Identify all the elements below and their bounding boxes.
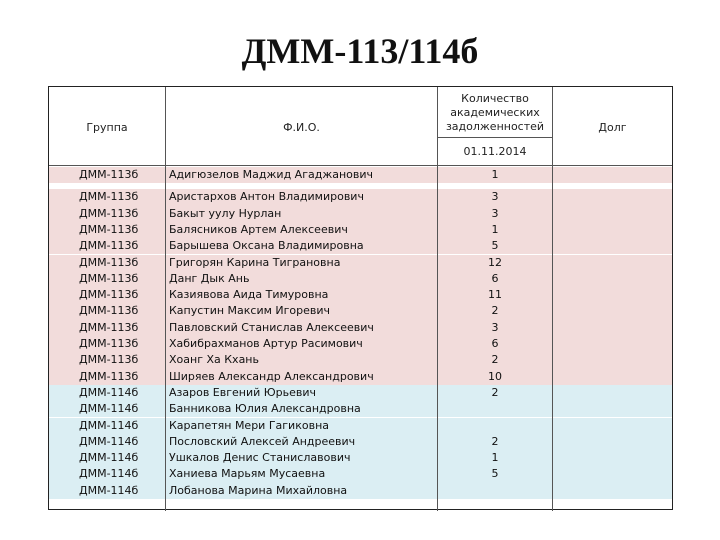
cell-debts — [438, 206, 552, 222]
cell-group-text: ДММ-114б — [79, 467, 139, 481]
table-header — [49, 87, 672, 166]
cell-group — [49, 434, 165, 450]
cell-group — [49, 271, 165, 287]
table-row — [49, 434, 672, 450]
cell-group — [49, 206, 165, 222]
cell-debts-text: 12 — [488, 255, 502, 269]
cell-name — [166, 287, 437, 303]
cell-group-text: ДММ-113б — [79, 206, 139, 220]
cell-name — [166, 369, 437, 385]
cell-name — [166, 255, 437, 271]
cell-dolg — [553, 303, 672, 319]
cell-group — [49, 466, 165, 482]
table-row — [49, 320, 672, 336]
cell-name — [166, 303, 437, 319]
cell-name-text: Ханиева Марьям Мусаевна — [169, 467, 326, 481]
table-row — [49, 222, 672, 238]
cell-name — [166, 434, 437, 450]
table-row — [49, 271, 672, 287]
cell-dolg — [553, 401, 672, 417]
cell-debts — [438, 303, 552, 319]
cell-dolg — [553, 255, 672, 271]
cell-group-text: ДММ-114б — [79, 434, 139, 448]
cell-name — [166, 418, 437, 434]
cell-name-text: Барышева Оксана Владимировна — [169, 239, 364, 253]
table-row — [49, 369, 672, 385]
cell-debts-text: 2 — [491, 385, 499, 399]
table-row — [49, 303, 672, 319]
cell-name — [166, 167, 437, 183]
cell-dolg — [553, 466, 672, 482]
cell-group-text: ДММ-114б — [79, 451, 139, 465]
cell-group — [49, 450, 165, 466]
cell-name-text: Данг Дык Ань — [169, 271, 250, 285]
cell-name — [166, 189, 437, 205]
cell-name — [166, 450, 437, 466]
cell-group — [49, 303, 165, 319]
table-row — [49, 418, 672, 434]
cell-name — [166, 222, 437, 238]
cell-debts — [438, 418, 552, 434]
table-row — [49, 450, 672, 466]
cell-name — [166, 483, 437, 499]
cell-debts — [438, 369, 552, 385]
cell-debts-text: 6 — [491, 271, 499, 285]
divider — [438, 137, 552, 138]
table-row — [49, 287, 672, 303]
cell-group-text: ДММ-114б — [79, 385, 139, 399]
cell-debts-text: 1 — [491, 222, 499, 236]
header-debts: Количество академических задолженностей — [445, 92, 545, 133]
header-group: Группа — [86, 121, 128, 134]
cell-group-text: ДММ-114б — [79, 402, 139, 416]
cell-debts — [438, 271, 552, 287]
header-name: Ф.И.О. — [283, 121, 320, 134]
cell-name-text: Ширяев Александр Александрович — [169, 369, 374, 383]
cell-group — [49, 369, 165, 385]
cell-name — [166, 385, 437, 401]
cell-dolg — [553, 222, 672, 238]
cell-name — [166, 238, 437, 254]
table-row — [49, 336, 672, 352]
table-row — [49, 206, 672, 222]
cell-group-text: ДММ-113б — [79, 190, 139, 204]
cell-name — [166, 352, 437, 368]
cell-dolg — [553, 287, 672, 303]
cell-dolg — [553, 336, 672, 352]
table-row — [49, 352, 672, 368]
cell-dolg — [553, 320, 672, 336]
table-row — [49, 385, 672, 401]
cell-group — [49, 222, 165, 238]
cell-debts — [438, 238, 552, 254]
cell-name-text: Григорян Карина Тиграновна — [169, 255, 341, 269]
cell-name-text: Хоанг Ха Кхань — [169, 353, 259, 367]
cell-group-text: ДММ-113б — [79, 288, 139, 302]
divider — [49, 165, 672, 166]
cell-group — [49, 167, 165, 183]
cell-group-text: ДММ-113б — [79, 168, 139, 181]
cell-group-text: ДММ-113б — [79, 304, 139, 318]
cell-group-text: ДММ-114б — [79, 418, 139, 432]
cell-dolg — [553, 167, 672, 183]
cell-name-text: Карапетян Мери Гагиковна — [169, 418, 329, 432]
cell-group-text: ДММ-113б — [79, 320, 139, 334]
cell-debts-text: 11 — [488, 288, 502, 302]
cell-name-text: Ушкалов Денис Станиславович — [169, 451, 351, 465]
cell-group — [49, 336, 165, 352]
table-row — [49, 255, 672, 271]
cell-group — [49, 238, 165, 254]
cell-name-text: Бакыт уулу Нурлан — [169, 206, 282, 220]
cell-debts-text: 5 — [491, 239, 499, 253]
cell-debts — [438, 320, 552, 336]
cell-debts-text: 6 — [491, 337, 499, 350]
table-row — [49, 189, 672, 205]
cell-debts — [438, 189, 552, 205]
cell-debts — [438, 336, 552, 352]
cell-dolg — [553, 434, 672, 450]
cell-group — [49, 418, 165, 434]
cell-debts-text: 5 — [491, 467, 499, 481]
cell-debts-text: 1 — [491, 451, 499, 465]
cell-name-text: Казиявова Аида Тимуровна — [169, 288, 329, 302]
cell-group-text: ДММ-113б — [79, 369, 139, 383]
cell-group — [49, 401, 165, 417]
cell-debts — [438, 352, 552, 368]
cell-debts — [438, 483, 552, 499]
cell-name — [166, 466, 437, 482]
cell-name-text: Банникова Юлия Александровна — [169, 402, 361, 416]
cell-group-text: ДММ-113б — [79, 222, 139, 236]
cell-debts — [438, 287, 552, 303]
cell-group — [49, 320, 165, 336]
header-date: 01.11.2014 — [463, 145, 527, 158]
cell-name — [166, 336, 437, 352]
cell-dolg — [553, 385, 672, 401]
cell-name — [166, 320, 437, 336]
cell-group — [49, 385, 165, 401]
debts-table — [48, 86, 673, 510]
cell-group — [49, 189, 165, 205]
cell-name-text: Хабибрахманов Артур Расимович — [169, 337, 363, 350]
table-row — [49, 167, 672, 183]
cell-debts — [438, 167, 552, 183]
header-dolg: Долг — [598, 121, 627, 134]
cell-debts-text: 3 — [491, 206, 499, 220]
cell-group-text: ДММ-113б — [79, 239, 139, 253]
cell-debts-text: 2 — [491, 353, 499, 367]
cell-name — [166, 271, 437, 287]
cell-group — [49, 287, 165, 303]
cell-group — [49, 352, 165, 368]
cell-dolg — [553, 483, 672, 499]
cell-name-text: Капустин Максим Игоревич — [169, 304, 331, 318]
cell-group-text: ДММ-113б — [79, 353, 139, 367]
cell-name-text: Адигюзелов Маджид Агаджанович — [169, 168, 374, 181]
cell-group — [49, 483, 165, 499]
page-title: ДММ-113/114б — [241, 31, 479, 71]
cell-dolg — [553, 450, 672, 466]
table-row — [49, 238, 672, 254]
cell-debts-text: 1 — [491, 168, 499, 181]
cell-group-text: ДММ-113б — [79, 271, 139, 285]
cell-debts — [438, 466, 552, 482]
cell-dolg — [553, 369, 672, 385]
cell-debts-text: 2 — [491, 434, 499, 448]
cell-name — [166, 401, 437, 417]
cell-debts — [438, 401, 552, 417]
cell-group-text: ДММ-114б — [79, 483, 139, 497]
cell-dolg — [553, 189, 672, 205]
cell-group — [49, 255, 165, 271]
table-row — [49, 466, 672, 482]
cell-name-text: Аристархов Антон Владимирович — [169, 190, 364, 204]
table-row — [49, 401, 672, 417]
cell-debts-text: 2 — [491, 304, 499, 318]
cell-name-text: Балясников Артем Алексеевич — [169, 222, 348, 236]
cell-dolg — [553, 206, 672, 222]
cell-name-text: Пословский Алексей Андреевич — [169, 434, 356, 448]
cell-name — [166, 206, 437, 222]
cell-debts — [438, 222, 552, 238]
cell-debts-text: 3 — [491, 190, 499, 204]
cell-name-text: Азаров Евгений Юрьевич — [169, 385, 317, 399]
cell-group-text: ДММ-113б — [79, 255, 139, 269]
cell-group-text: ДММ-113б — [79, 337, 139, 350]
cell-name-text: Лобанова Марина Михайловна — [169, 483, 348, 497]
cell-name-text: Павловский Станислав Алексеевич — [169, 320, 374, 334]
cell-debts — [438, 385, 552, 401]
cell-debts — [438, 450, 552, 466]
cell-debts-text: 10 — [488, 369, 502, 383]
cell-debts — [438, 434, 552, 450]
cell-debts — [438, 255, 552, 271]
cell-dolg — [553, 418, 672, 434]
cell-dolg — [553, 352, 672, 368]
cell-dolg — [553, 238, 672, 254]
cell-dolg — [553, 271, 672, 287]
cell-debts-text: 3 — [491, 320, 499, 334]
table-row — [49, 483, 672, 499]
